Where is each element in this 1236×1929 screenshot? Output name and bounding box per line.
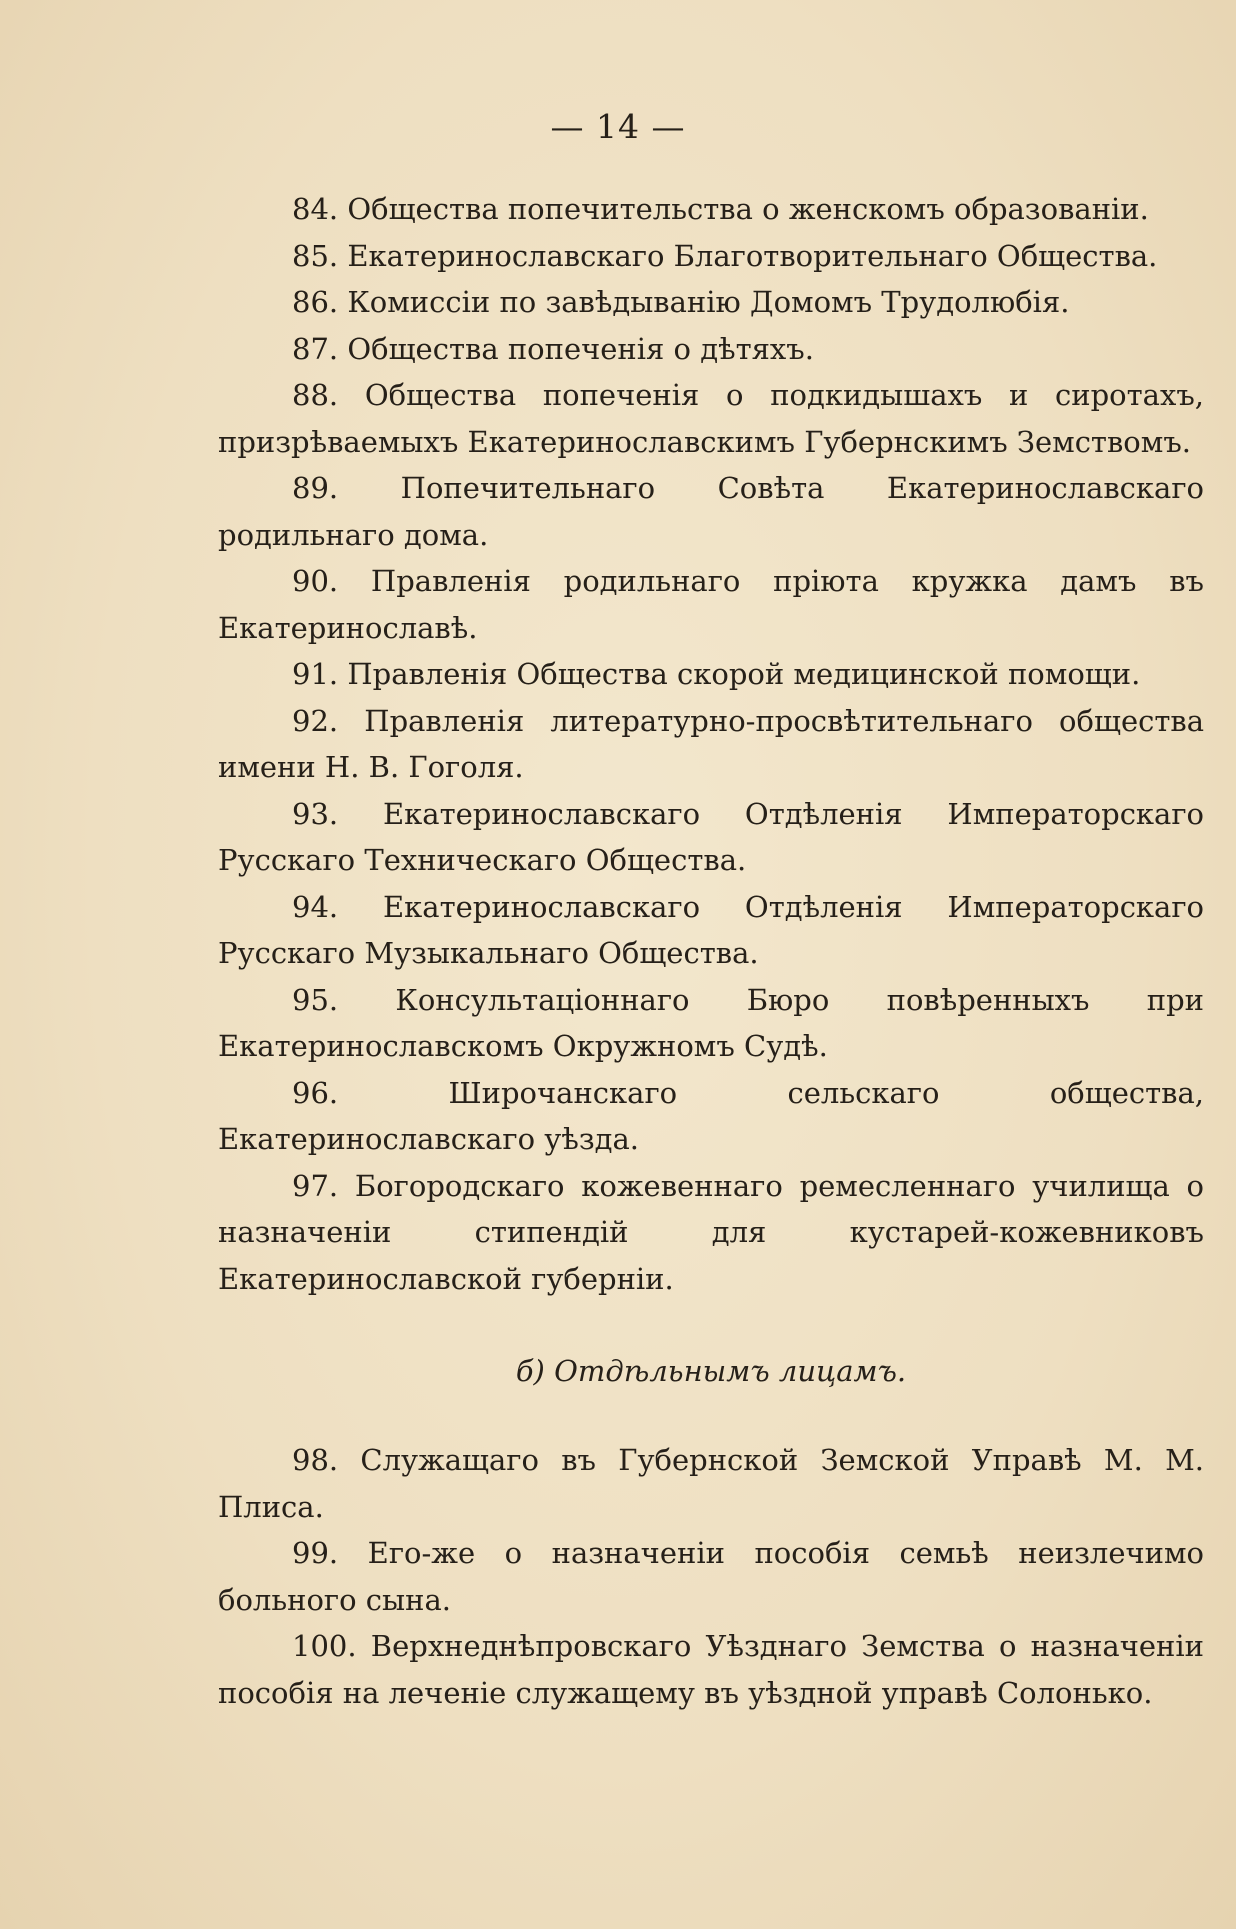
item-number: 98. — [292, 1443, 339, 1477]
item-number: 87. — [292, 331, 339, 366]
item-text: Общества попеченія о дѣтяхъ. — [347, 331, 814, 366]
item-number: 88. — [292, 378, 339, 412]
item-number: 93. — [292, 796, 339, 831]
item-number: 90. — [292, 564, 339, 598]
list-item — [218, 1623, 1204, 1716]
page-number: — 14 — — [550, 107, 686, 146]
item-text: Екатеринославскаго Отдѣленія Императорскаго Русскаго Техническаго Общества. — [218, 796, 1205, 877]
list-item — [218, 372, 1204, 465]
item-number: 91. — [292, 657, 339, 691]
list-item — [218, 233, 1204, 280]
item-text: Консультаціоннаго Бюро повѣренныхъ при Екатеринославскомъ Окружномъ Судѣ. — [218, 982, 1204, 1063]
item-number: 89. — [292, 471, 339, 505]
item-text: Правленія Общества скорой медицинской помощи. — [347, 657, 1141, 691]
list-item — [218, 1163, 1204, 1303]
list-item — [218, 884, 1204, 977]
item-text: Широчанскаго сельскаго общества, Екатеринославскаго уѣзда. — [218, 1075, 1204, 1156]
item-text: Общества попечительства о женскомъ образованіи. — [347, 192, 1149, 226]
list-item — [218, 326, 1204, 373]
item-number: 92. — [292, 703, 339, 738]
item-number: 96. — [292, 1075, 339, 1110]
item-number: 95. — [292, 982, 339, 1017]
list-item — [218, 977, 1204, 1070]
item-text: Попечительнаго Совѣта Екатеринославскаго родильнаго дома. — [218, 471, 1204, 552]
item-text: Екатеринославскаго Благотворительнаго Общества. — [347, 238, 1158, 273]
page-body — [218, 186, 1204, 1716]
list-item — [218, 558, 1204, 651]
list-item — [218, 1070, 1204, 1163]
section-heading: б) Отдѣльнымъ лицамъ. — [515, 1354, 907, 1388]
item-text: Правленія родильнаго пріюта кружка дамъ въ Екатеринославѣ. — [218, 564, 1205, 645]
item-text: Его-же о назначеніи пособія семьѣ неизлечимо больного сына. — [218, 1536, 1205, 1617]
list-item — [218, 698, 1204, 791]
item-number: 84. — [292, 192, 339, 226]
list-item — [218, 1530, 1204, 1623]
item-text: Правленія литературно-просвѣтительнаго общества имени Н. В. Гоголя. — [218, 703, 1205, 784]
item-text: Общества попеченія о подкидышахъ и сиротахъ, призрѣваемыхъ Екатеринославскимъ Губернскимъ Земствомъ. — [218, 378, 1204, 459]
item-number: 85. — [292, 238, 339, 273]
item-text: Богородскаго кожевеннаго ремесленнаго училища о назначеніи стипендій для кустарей-кожевниковъ Екатеринославской губерніи. — [218, 1168, 1205, 1296]
list-item — [218, 465, 1204, 558]
item-text: Служащаго въ Губернской Земской Управѣ М. М. Плиса. — [218, 1443, 1204, 1524]
list-item — [218, 186, 1204, 233]
list-item — [218, 791, 1204, 884]
item-number: 100. — [292, 1629, 357, 1663]
item-number: 86. — [292, 285, 339, 319]
list-item — [218, 279, 1204, 326]
item-number: 94. — [292, 889, 339, 924]
item-text: Екатеринославскаго Отдѣленія Императорскаго Русскаго Музыкальнаго Общества. — [218, 889, 1205, 970]
item-text: Верхнеднѣпровскаго Уѣзднаго Земства о назначеніи пособія на леченіе служащему въ уѣздной управѣ Солонько. — [218, 1629, 1204, 1710]
list-item — [218, 651, 1204, 698]
item-number: 99. — [292, 1536, 339, 1570]
section-spacer — [218, 1394, 1204, 1437]
item-number: 97. — [292, 1168, 339, 1203]
list-item — [218, 1437, 1204, 1530]
item-text: Комиссіи по завѣдыванію Домомъ Трудолюбія. — [347, 285, 1070, 319]
